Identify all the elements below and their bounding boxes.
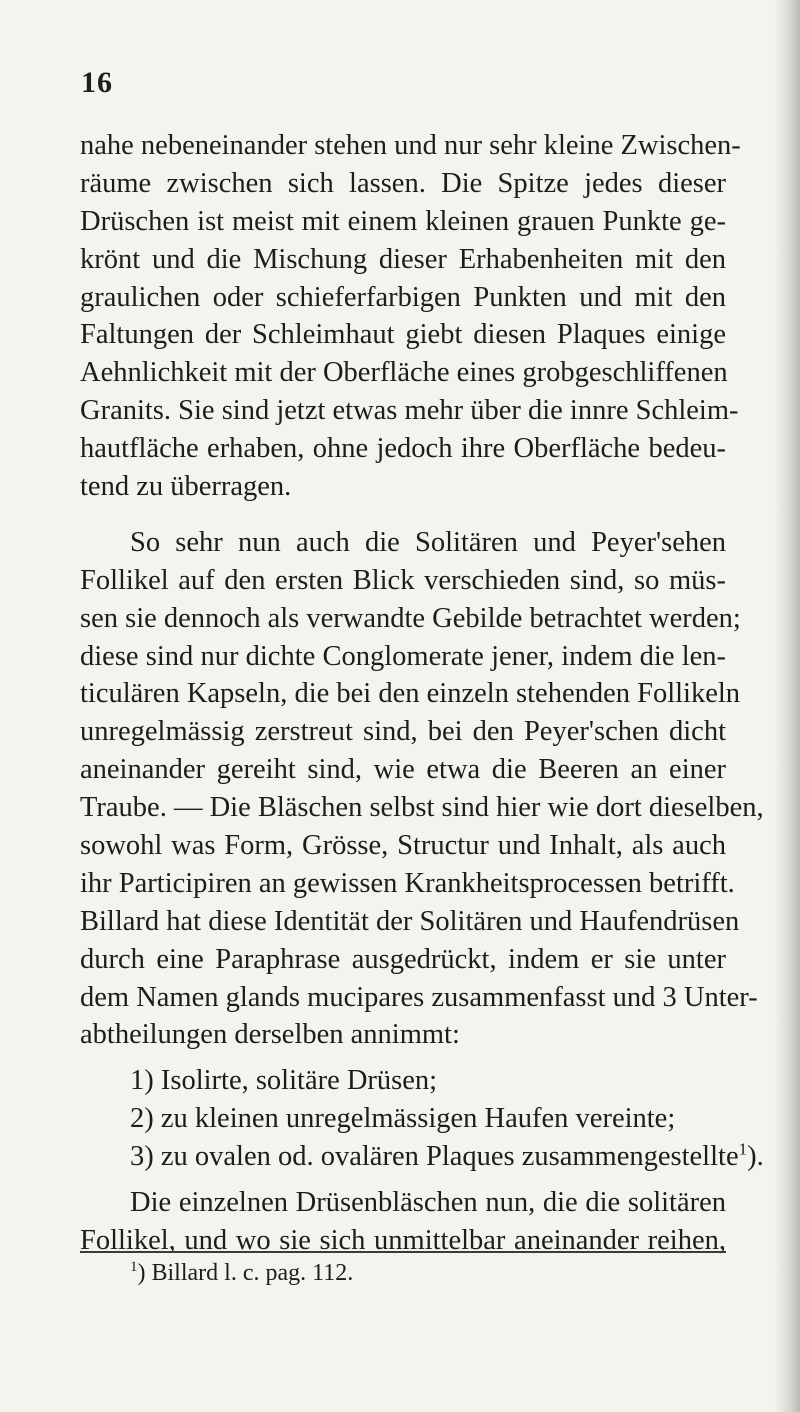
- list-item-text: 3) zu ovalen od. ovalären Plaques zusammengestellte: [130, 1141, 739, 1173]
- list-gap: [80, 1176, 726, 1184]
- footnote-mark: 1: [130, 1259, 138, 1275]
- text-line: sowohl was Form, Grösse, Structur und Inhalt, als auch: [80, 830, 726, 862]
- list-item: 1) Isolirte, solitäre Drüsen;: [130, 1065, 438, 1097]
- page-edge-shadow: [774, 0, 800, 1412]
- text-line: Granits. Sie sind jetzt etwas mehr über die innre Schleim-: [80, 395, 739, 427]
- footnote: [130, 1260, 353, 1287]
- text-line: ticulären Kapseln, die bei den einzeln stehenden Follikeln: [80, 678, 741, 710]
- text-line: Drüschen ist meist mit einem kleinen grauen Punkte ge-: [80, 205, 726, 237]
- text-line: Die einzelnen Drüsenbläschen nun, die die solitären: [130, 1187, 726, 1219]
- text-line: unregelmässig zerstreut sind, bei den Peyer'schen dicht: [80, 716, 726, 748]
- text-line: Follikel auf den ersten Blick verschieden sind, so müs-: [80, 564, 726, 596]
- list-gap: [80, 1054, 726, 1062]
- footnote-divider: [80, 1251, 726, 1253]
- text-line: graulichen oder schieferfarbigen Punkten und mit den: [80, 281, 726, 313]
- text-line: krönt und die Mischung dieser Erhabenheiten mit den: [80, 243, 726, 275]
- text-line: Billard hat diese Identität der Solitären und Haufendrüsen: [80, 905, 740, 937]
- text-line: Traube. — Die Bläschen selbst sind hier wie dort dieselben,: [80, 792, 764, 824]
- paragraph-2: [80, 524, 764, 1054]
- text-line: Follikel, und wo sie sich unmittelbar aneinander reihen,: [80, 1224, 726, 1256]
- list-item-end: ).: [747, 1141, 764, 1173]
- body-text: [80, 127, 764, 1260]
- text-line: aneinander gereiht sind, wie etwa die Beeren an einer: [80, 754, 726, 786]
- enumerated-list: [80, 1062, 764, 1176]
- list-item: 2) zu kleinen unregelmässigen Haufen vereinte;: [130, 1103, 676, 1135]
- text-line: dem Namen glands mucipares zusammenfasst und 3 Unter-: [80, 981, 758, 1013]
- paragraph-3: [80, 1184, 726, 1260]
- text-line: Aehnlichkeit mit der Oberfläche eines grobgeschliffenen: [80, 357, 728, 389]
- text-line: abtheilungen derselben annimmt:: [80, 1019, 460, 1051]
- text-line: räume zwischen sich lassen. Die Spitze jedes dieser: [80, 167, 726, 199]
- text-line: hautfläche erhaben, ohne jedoch ihre Oberfläche bedeu-: [80, 433, 726, 465]
- list-item: [80, 1138, 764, 1176]
- paragraph-gap: [80, 506, 726, 524]
- text-line: sen sie dennoch als verwandte Gebilde betrachtet werden;: [80, 602, 741, 634]
- text-line: Faltungen der Schleimhaut giebt diesen Plaques einige: [80, 319, 726, 351]
- text-line: ihr Participiren an gewissen Krankheitsprocessen betrifft.: [80, 867, 735, 899]
- footnote-reference: 1: [738, 1139, 748, 1159]
- text-line: nahe nebeneinander stehen und nur sehr kleine Zwischen-: [80, 130, 741, 161]
- paragraph-1: [80, 127, 741, 506]
- text-line: So sehr nun auch die Solitären und Peyer'sehen: [130, 526, 726, 558]
- text-line: diese sind nur dichte Conglomerate jener, indem die len-: [80, 640, 726, 672]
- footnote-text: ) Billard l. c. pag. 112.: [137, 1260, 354, 1286]
- text-line: tend zu überragen.: [80, 471, 292, 503]
- page-number: 16: [81, 66, 113, 99]
- text-line: durch eine Paraphrase ausgedrückt, indem er sie unter: [80, 943, 726, 975]
